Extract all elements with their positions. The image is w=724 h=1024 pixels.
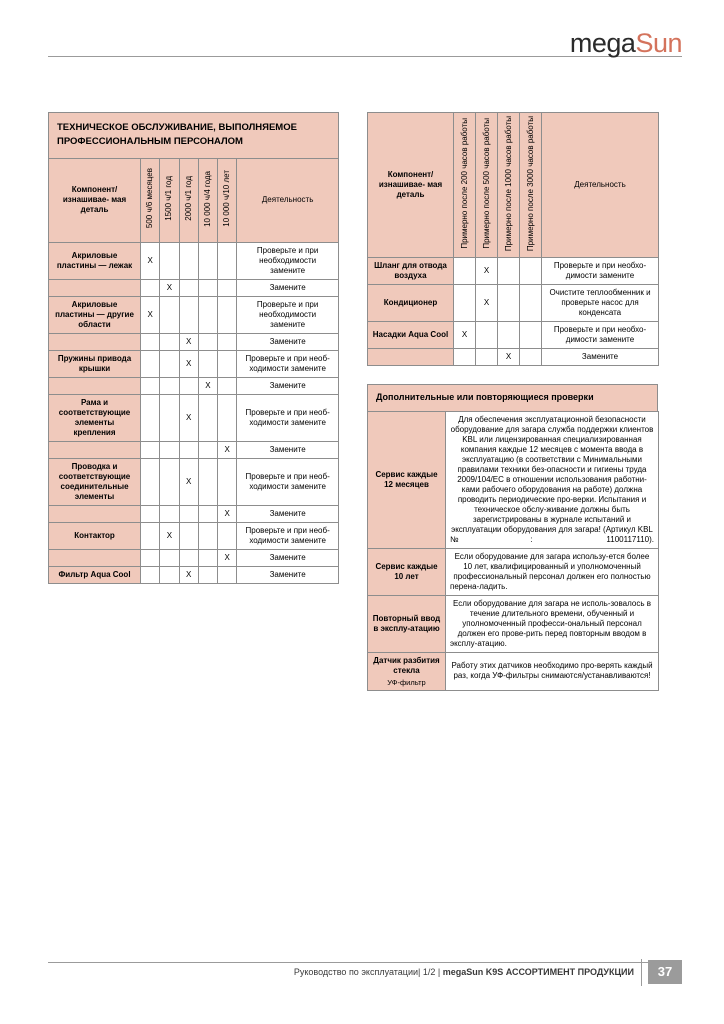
row-activity: Замените xyxy=(237,333,339,350)
row-activity: Замените xyxy=(237,505,339,522)
row-activity: Проверьте и при необхо-димости замените xyxy=(542,322,659,349)
header-col-3-label: Примерно после 3000 часов работы xyxy=(525,116,535,252)
row-component-label: Контактор xyxy=(49,522,141,549)
interval-cell xyxy=(141,394,160,441)
interval-cell xyxy=(218,377,237,394)
interval-cell xyxy=(160,242,179,279)
row-component-label: Шланг для отвода воздуха xyxy=(368,258,454,285)
interval-cell xyxy=(198,350,217,377)
row-activity: Очистите теплообменник и проверьте насос для конденсата xyxy=(542,285,659,322)
interval-cell xyxy=(198,394,217,441)
interval-cell xyxy=(498,322,520,349)
table-row xyxy=(368,411,659,548)
interval-cell: X xyxy=(141,296,160,333)
logo-text-accent: Sun xyxy=(635,28,682,58)
interval-cell: X xyxy=(498,349,520,366)
interval-cell xyxy=(198,333,217,350)
row-component-label: Проводка и соответствующие соединительные элементы xyxy=(49,458,141,505)
header-component: Компонент/ изнашивае- мая деталь xyxy=(368,113,454,258)
row-activity: Замените xyxy=(237,566,339,583)
row-activity: Проверьте и при необ-ходимости замените xyxy=(237,350,339,377)
header-col-0-label: 500 ч/6 месяцев xyxy=(145,168,155,229)
row-component-label xyxy=(49,441,141,458)
header-col-1-label: 1500 ч/1 год xyxy=(164,176,174,221)
table-row xyxy=(49,333,339,350)
interval-cell xyxy=(198,566,217,583)
interval-cell xyxy=(141,279,160,296)
table-row xyxy=(49,377,339,394)
interval-cell: X xyxy=(476,285,498,322)
header-col-1-label: Примерно после 500 часов работы xyxy=(481,118,491,249)
header-col-0 xyxy=(454,113,476,258)
header-col-1 xyxy=(160,158,179,242)
interval-cell xyxy=(141,333,160,350)
interval-cell xyxy=(198,549,217,566)
interval-cell: X xyxy=(198,377,217,394)
table-row xyxy=(49,279,339,296)
table-row xyxy=(368,285,659,322)
interval-cell: X xyxy=(179,458,198,505)
row-component-label: Фильтр Aqua Cool xyxy=(49,566,141,583)
page-footer xyxy=(48,962,682,984)
interval-cell xyxy=(198,242,217,279)
header-col-2-label: 2000 ч/1 год xyxy=(183,176,193,221)
table-row xyxy=(368,258,659,285)
interval-cell xyxy=(179,242,198,279)
interval-cell xyxy=(179,279,198,296)
interval-cell xyxy=(179,505,198,522)
interval-cell xyxy=(198,296,217,333)
page-header xyxy=(48,28,682,68)
interval-cell xyxy=(141,458,160,505)
footer-plain: Руководство по эксплуатации| 1/2 | xyxy=(293,967,443,977)
left-table-body xyxy=(49,242,339,583)
table-row xyxy=(368,595,659,652)
interval-cell xyxy=(160,566,179,583)
row-check-text: Работу этих датчиков необходимо про-верять каждый раз, когда УФ-фильтры снимаются/устанавливаются! xyxy=(446,652,659,690)
row-activity: Проверьте и при необ-ходимости замените xyxy=(237,522,339,549)
page-number: 37 xyxy=(648,960,682,984)
interval-cell xyxy=(179,549,198,566)
row-activity: Замените xyxy=(237,279,339,296)
interval-cell xyxy=(141,522,160,549)
interval-cell: X xyxy=(179,394,198,441)
interval-cell: X xyxy=(160,279,179,296)
interval-cell xyxy=(218,522,237,549)
interval-cell: X xyxy=(476,258,498,285)
interval-cell xyxy=(218,333,237,350)
header-col-3 xyxy=(520,113,542,258)
interval-cell xyxy=(141,350,160,377)
row-check-label: Сервис каждые 12 месяцев xyxy=(368,411,446,548)
interval-cell xyxy=(160,458,179,505)
row-component-label xyxy=(368,349,454,366)
header-col-3 xyxy=(198,158,217,242)
header-component: Компонент/ изнашивае- мая деталь xyxy=(49,158,141,242)
left-table-title: ТЕХНИЧЕСКОЕ ОБСЛУЖИВАНИЕ, ВЫПОЛНЯЕМОЕ ПРОФЕССИОНАЛЬНЫМ ПЕРСОНАЛОМ xyxy=(48,112,339,158)
interval-cell: X xyxy=(160,522,179,549)
row-component-label: Акриловые пластины — другие области xyxy=(49,296,141,333)
header-col-2 xyxy=(498,113,520,258)
interval-cell xyxy=(160,377,179,394)
footer-divider xyxy=(48,962,682,963)
row-check-text: Если оборудование для загара не исполь-зовалось в течение длительного времени, обученный и уполномоченный професси-ональный персонал должен его прове-рить перед повторным вводом в эксплу-атацию. xyxy=(446,595,659,652)
table-row xyxy=(49,350,339,377)
row-check-text: Если оборудование для загара использу-ется более 10 лет, квалифицированный и уполномоченный профессиональный персонал должен его полностью перена-ладить. xyxy=(446,548,659,595)
interval-cell xyxy=(498,258,520,285)
right-column xyxy=(367,112,658,691)
interval-cell xyxy=(218,279,237,296)
table-header-row xyxy=(368,113,659,258)
interval-cell: X xyxy=(179,566,198,583)
table-header-row xyxy=(49,158,339,242)
interval-cell xyxy=(160,350,179,377)
table-row xyxy=(49,441,339,458)
interval-cell xyxy=(141,566,160,583)
interval-cell: X xyxy=(141,242,160,279)
interval-cell xyxy=(160,505,179,522)
interval-cell xyxy=(454,285,476,322)
row-activity: Проверьте и при необходимости замените xyxy=(237,296,339,333)
right-table-body xyxy=(368,258,659,366)
row-check-sublabel: УФ-фильтр xyxy=(387,677,426,687)
row-component-label xyxy=(49,279,141,296)
row-check-text: Для обеспечения эксплуатационной безопасности оборудование для загара служба поддержки клиентов KBL или лицензированная специализированная компания каждые 12 месяцев с момента ввода в эксплуатацию (в соответствии с Минимальными правилами техники без-опасности и гигиены труда 2009/104/ЕС в отношении использования работни-ками рабочего оборудования на работе) должна проводить периодические про-верки. Испытания и техническое обслу-живание должны быть зарегистрированы в журнале испытаний и эксплуатации оборудования для загара! (Артикул KBL №: 1100117110). xyxy=(446,411,659,548)
table-row xyxy=(49,242,339,279)
interval-cell xyxy=(218,242,237,279)
interval-cell: X xyxy=(218,441,237,458)
professional-maintenance-table xyxy=(48,158,339,584)
interval-cell xyxy=(198,458,217,505)
table-row xyxy=(49,394,339,441)
header-col-0 xyxy=(141,158,160,242)
interval-cell: X xyxy=(454,322,476,349)
interval-cell xyxy=(179,296,198,333)
row-component-label xyxy=(49,505,141,522)
interval-cell xyxy=(198,441,217,458)
header-col-2-label: Примерно после 1000 часов работы xyxy=(503,116,513,252)
row-component-label xyxy=(49,549,141,566)
header-activity: Деятельность xyxy=(542,113,659,258)
table-row xyxy=(368,349,659,366)
interval-cell xyxy=(520,349,542,366)
footer-bold: megaSun K9S АССОРТИМЕНТ ПРОДУКЦИИ xyxy=(442,967,634,977)
left-column xyxy=(48,112,339,584)
interval-cell: X xyxy=(179,333,198,350)
interval-cell xyxy=(498,285,520,322)
interval-cell xyxy=(454,258,476,285)
interval-cell xyxy=(454,349,476,366)
logo-text-primary: mega xyxy=(569,28,636,58)
table-row xyxy=(49,296,339,333)
row-check-label: Повторный ввод в эксплу-атацию xyxy=(368,595,446,652)
row-component-label: Кондиционер xyxy=(368,285,454,322)
interval-cell: X xyxy=(218,505,237,522)
interval-cell xyxy=(141,549,160,566)
row-activity: Проверьте и при необ-ходимости замените xyxy=(237,394,339,441)
interval-cell xyxy=(198,505,217,522)
interval-cell xyxy=(476,322,498,349)
brand-logo xyxy=(570,28,682,59)
header-activity: Деятельность xyxy=(237,158,339,242)
interval-cell xyxy=(218,394,237,441)
footer-caption xyxy=(294,967,634,977)
row-activity: Проверьте и при необ-ходимости замените xyxy=(237,458,339,505)
row-activity: Замените xyxy=(237,377,339,394)
extra-checks-table xyxy=(367,411,659,691)
extra-checks-title: Дополнительные или повторяющиеся проверки xyxy=(367,384,658,411)
extra-table-body xyxy=(368,411,659,690)
row-component-label: Пружины привода крышки xyxy=(49,350,141,377)
table-row xyxy=(49,458,339,505)
header-col-1 xyxy=(476,113,498,258)
header-col-0-label: Примерно после 200 часов работы xyxy=(459,118,469,249)
header-col-2 xyxy=(179,158,198,242)
header-col-4 xyxy=(218,158,237,242)
row-check-label: Сервис каждые 10 лет xyxy=(368,548,446,595)
footer-vertical-rule xyxy=(641,959,642,986)
table-row xyxy=(49,505,339,522)
interval-cell xyxy=(218,350,237,377)
row-component-label xyxy=(49,333,141,350)
table-row xyxy=(368,548,659,595)
table-row xyxy=(49,522,339,549)
interval-cell xyxy=(141,441,160,458)
row-check-label: Датчик разбития стекла УФ-фильтр xyxy=(368,652,446,690)
table-row xyxy=(49,549,339,566)
interval-cell xyxy=(141,377,160,394)
row-component-label: Акриловые пластины — лежак xyxy=(49,242,141,279)
interval-cell xyxy=(476,349,498,366)
interval-cell xyxy=(520,285,542,322)
row-activity: Замените xyxy=(237,441,339,458)
interval-cell xyxy=(520,322,542,349)
table-row xyxy=(49,566,339,583)
interval-cell xyxy=(218,458,237,505)
row-activity: Проверьте и при необходимости замените xyxy=(237,242,339,279)
interval-cell: X xyxy=(179,350,198,377)
interval-cell xyxy=(179,441,198,458)
header-col-4-label: 10 000 ч/10 лет xyxy=(222,170,232,227)
row-component-label: Насадки Aqua Cool xyxy=(368,322,454,349)
interval-cell xyxy=(160,296,179,333)
row-activity: Проверьте и при необхо-димости замените xyxy=(542,258,659,285)
interval-cell xyxy=(160,394,179,441)
row-component-label xyxy=(49,377,141,394)
interval-cell xyxy=(198,279,217,296)
interval-cell xyxy=(218,296,237,333)
interval-cell xyxy=(160,549,179,566)
interval-cell xyxy=(141,505,160,522)
row-activity: Замените xyxy=(542,349,659,366)
interval-cell xyxy=(198,522,217,549)
interval-cell xyxy=(520,258,542,285)
operator-maintenance-table xyxy=(367,112,659,366)
header-col-3-label: 10 000 ч/4 года xyxy=(202,170,212,227)
interval-cell xyxy=(160,441,179,458)
interval-cell: X xyxy=(218,549,237,566)
interval-cell xyxy=(179,377,198,394)
table-row xyxy=(368,322,659,349)
interval-cell xyxy=(179,522,198,549)
interval-cell xyxy=(218,566,237,583)
row-activity: Замените xyxy=(237,549,339,566)
interval-cell xyxy=(160,333,179,350)
row-component-label: Рама и соответствующие элементы крепления xyxy=(49,394,141,441)
table-row xyxy=(368,652,659,690)
